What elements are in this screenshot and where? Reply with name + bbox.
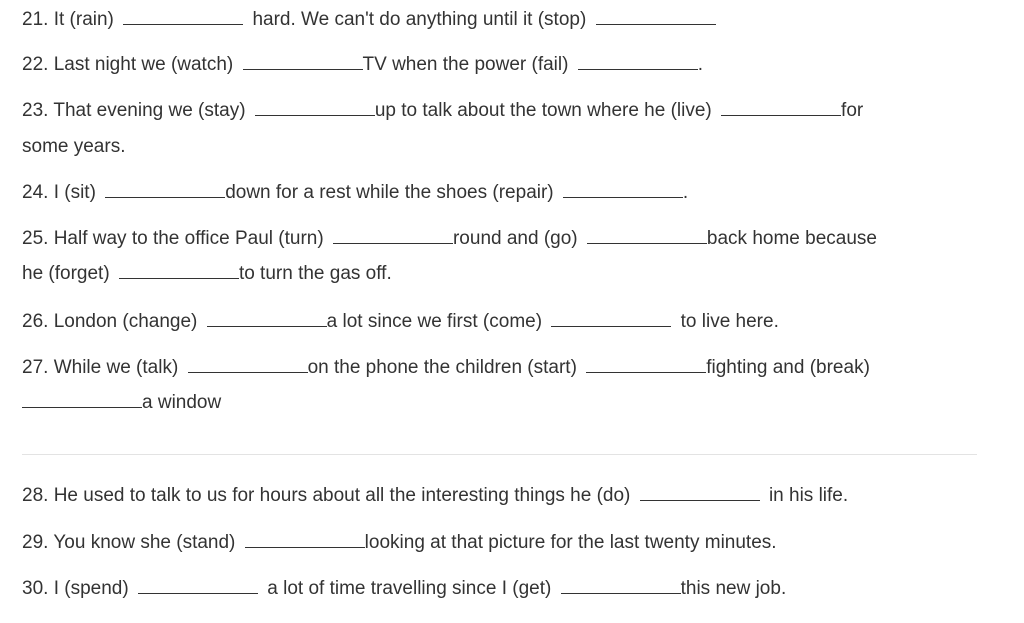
exercise-item-27	[22, 350, 870, 385]
answer-blank[interactable]	[243, 68, 363, 70]
item-text: .	[682, 182, 689, 203]
item-text: a lot of time travelling since I (get)	[267, 578, 552, 599]
exercise-item-27-continued	[22, 385, 221, 420]
item-text: He used to talk to us for hours about all the interesting things he (do)	[53, 485, 631, 506]
item-number: 30.	[22, 578, 49, 599]
item-number: 29.	[22, 532, 49, 553]
exercise-item-25-continued	[22, 256, 392, 291]
exercise-item-25	[22, 221, 877, 256]
item-text: a lot since we first (come)	[326, 311, 543, 332]
item-text: to turn the gas off.	[238, 263, 392, 284]
item-number: 25.	[22, 228, 49, 249]
item-text: You know she (stand)	[53, 532, 236, 553]
item-text: Last night we (watch)	[53, 54, 234, 75]
item-text: TV when the power (fail)	[362, 54, 569, 75]
answer-blank[interactable]	[721, 114, 841, 116]
item-number: 27.	[22, 357, 49, 378]
item-text: down for a rest while the shoes (repair)	[225, 182, 554, 203]
exercise-item-23-continued	[22, 129, 125, 164]
item-number: 24.	[22, 182, 49, 203]
answer-blank[interactable]	[255, 114, 375, 116]
item-text: It (rain)	[53, 9, 114, 30]
answer-blank[interactable]	[138, 592, 258, 594]
answer-blank[interactable]	[188, 371, 308, 373]
exercise-item-24	[22, 175, 688, 210]
item-text: he (forget)	[22, 263, 110, 284]
answer-blank[interactable]	[587, 242, 707, 244]
item-text: London (change)	[53, 311, 198, 332]
item-text: up to talk about the town where he (live)	[374, 100, 712, 121]
answer-blank[interactable]	[640, 499, 760, 501]
exercise-item-21	[22, 2, 720, 37]
answer-blank[interactable]	[586, 371, 706, 373]
item-text: this new job.	[680, 578, 787, 599]
item-text: I (sit)	[53, 182, 96, 203]
answer-blank[interactable]	[333, 242, 453, 244]
answer-blank[interactable]	[596, 23, 716, 25]
exercise-item-30	[22, 571, 786, 606]
exercise-item-23	[22, 93, 863, 128]
item-text: .	[697, 54, 703, 75]
exercise-item-26	[22, 304, 779, 339]
answer-blank[interactable]	[119, 277, 239, 279]
item-text: hard. We can't do anything until it (stop)	[252, 9, 587, 30]
exercise-item-28	[22, 478, 848, 513]
answer-blank[interactable]	[563, 196, 683, 198]
item-text: fighting and (break)	[706, 357, 870, 378]
answer-blank[interactable]	[245, 546, 365, 548]
item-number: 26.	[22, 311, 49, 332]
item-text: While we (talk)	[53, 357, 179, 378]
item-text: round and (go)	[452, 228, 578, 249]
item-number: 21.	[22, 9, 49, 30]
section-divider	[22, 454, 977, 455]
answer-blank[interactable]	[551, 325, 671, 327]
item-text: to live here.	[680, 311, 779, 332]
answer-blank[interactable]	[123, 23, 243, 25]
exercise-item-29	[22, 525, 777, 560]
exercise-item-22	[22, 47, 703, 82]
answer-blank[interactable]	[105, 196, 225, 198]
item-number: 28.	[22, 485, 49, 506]
item-text: I (spend)	[53, 578, 129, 599]
answer-blank[interactable]	[578, 68, 698, 70]
item-text: That evening we (stay)	[53, 100, 246, 121]
answer-blank[interactable]	[207, 325, 327, 327]
answer-blank[interactable]	[22, 406, 142, 408]
item-number: 23.	[22, 100, 49, 121]
item-text: a window	[142, 392, 222, 413]
item-text: in his life.	[768, 485, 849, 506]
item-text: for	[841, 100, 864, 121]
item-text: back home because	[706, 228, 877, 249]
item-number: 22.	[22, 54, 49, 75]
item-text: Half way to the office Paul (turn)	[53, 228, 324, 249]
answer-blank[interactable]	[561, 592, 681, 594]
item-text: looking at that picture for the last twenty minutes.	[364, 532, 777, 553]
item-text: on the phone the children (start)	[307, 357, 577, 378]
item-text: some years.	[22, 136, 126, 157]
